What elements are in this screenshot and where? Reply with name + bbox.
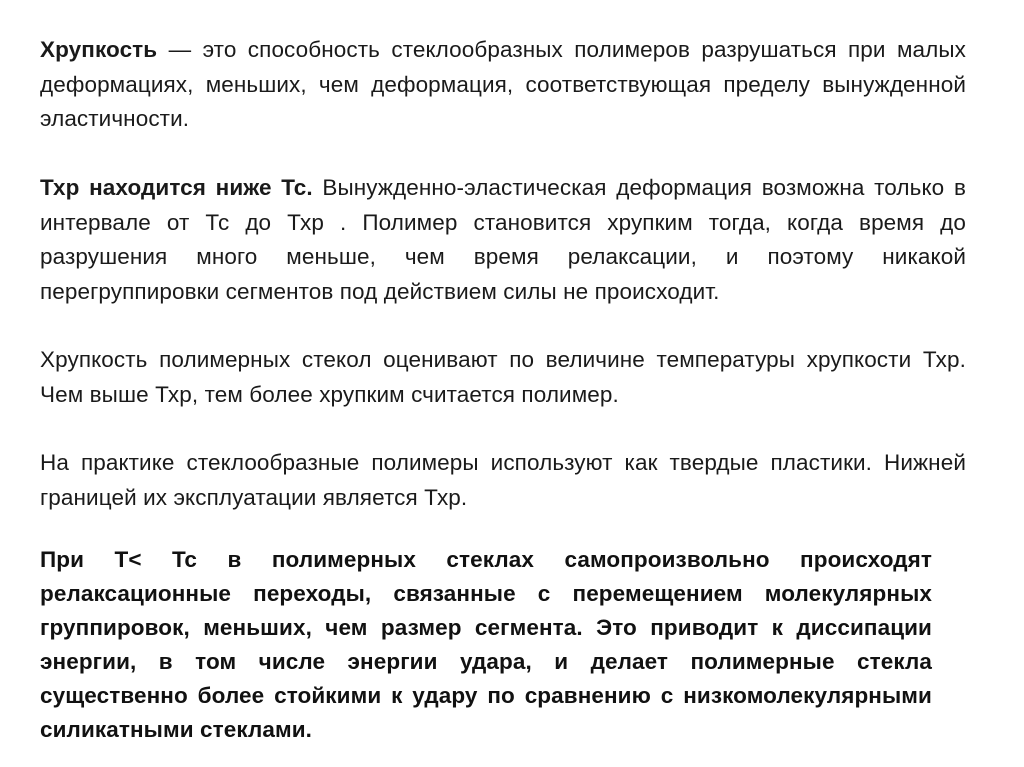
paragraph-relaxation-transitions: При Т< Тс в полимерных стеклах самопроизвольно происходят релаксационные переходы, связанные с перемещением молекулярных группировок, меньших, чем размер сегмента. Это приводит к диссипации энергии, в том числе энергии удара, и делает полимерные стекла существенно более стойкими к удару по сравнению с низкомолекулярными силикатными стеклами. (40, 547, 932, 742)
paragraph-brittleness-temperature (40, 171, 966, 309)
paragraph-brittleness-definition (40, 33, 966, 137)
statement-text: Вынужденно-эластическая деформация возможна только в интервале от Тс до Тхр . Полимер становится хрупким тогда, когда время до разрушения много меньше, чем время релаксации, и поэтому никакой перегруппировки сегментов под действием силы не происходит. (40, 175, 966, 304)
definition-text: — это способность стеклообразных полимеров разрушаться при малых деформациях, меньших, чем деформация, соответствующая пределу вынужденной эластичности. (40, 37, 966, 131)
paragraph-brittleness-evaluation: Хрупкость полимерных стекол оценивают по величине температуры хрупкости Тхр. Чем выше Тхр, тем более хрупким считается полимер. (40, 347, 966, 407)
term-brittleness: Хрупкость (40, 37, 158, 62)
statement-heading: Тхр находится ниже Тс. (40, 175, 313, 200)
paragraph-practical-use: На практике стеклообразные полимеры используют как твердые пластики. Нижней границей их эксплуатации является Тхр. (40, 450, 966, 510)
